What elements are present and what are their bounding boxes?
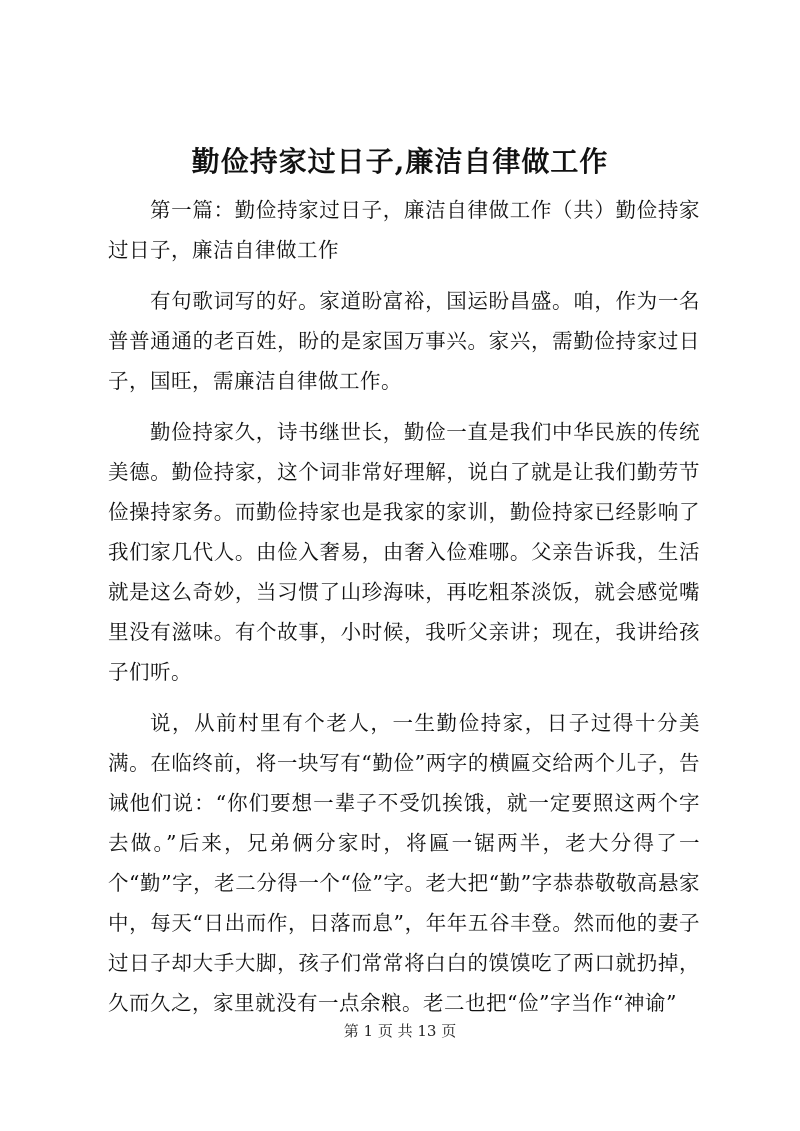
page-number-footer: 第 1 页 共 13 页	[343, 1022, 457, 1040]
paragraph: 第一篇：勤俭持家过日子，廉洁自律做工作（共）勤俭持家过日子，廉洁自律做工作	[108, 198, 700, 262]
paragraph: 有句歌词写的好。家道盼富裕，国运盼昌盛。咱，作为一名普普通通的老百姓，盼的是家国万事兴。家兴，需勤俭持家过日子，国旺，需廉洁自律做工作。	[108, 289, 700, 393]
document-body	[108, 190, 700, 1034]
document-title: 勤俭持家过日子,廉洁自律做工作	[191, 145, 609, 178]
paragraph: 勤俭持家久，诗书继世长，勤俭一直是我们中华民族的传统美德。勤俭持家，这个词非常好理解，说白了就是让我们勤劳节俭操持家务。而勤俭持家也是我家的家训，勤俭持家已经影响了我们家几代人。由俭入奢易，由奢入俭难哪。父亲告诉我，生活就是这么奇妙，当习惯了山珍海味，再吃粗茶淡饭，就会感觉嘴里没有滋味。有个故事，小时候，我听父亲讲；现在，我讲给孩子们听。	[108, 420, 700, 684]
paragraph: 说，从前村里有个老人，一生勤俭持家，日子过得十分美满。在临终前，将一块写有“勤俭”两字的横匾交给两个儿子，告诫他们说：“你们要想一辈子不受饥挨饿，就一定要照这两个字去做。”后来，兄弟俩分家时，将匾一锯两半，老大分得了一个“勤”字，老二分得一个“俭”字。老大把“勤”字恭恭敬敬高悬家中，每天“日出而作，日落而息”，年年五谷丰登。然而他的妻子过日子却大手大脚，孩子们常常将白白的馍馍吃了两口就扔掉，久而久之，家里就没有一点余粮。老二也把“俭”字当作“神谕”	[108, 711, 700, 1015]
